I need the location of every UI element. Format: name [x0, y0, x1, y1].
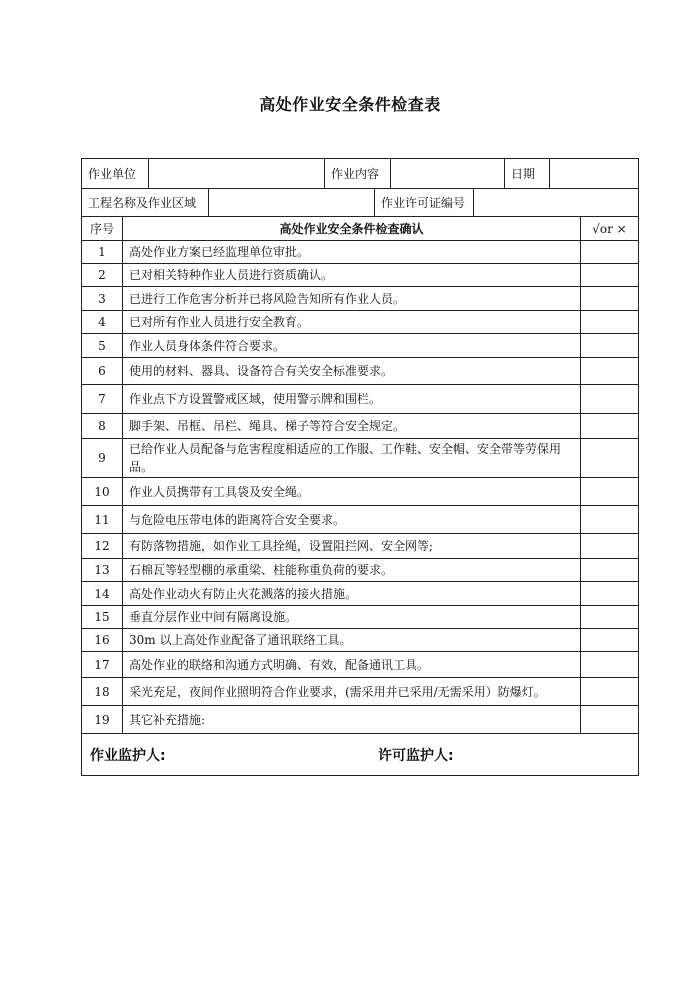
item-text: 有防落物措施，如作业工具拴绳，设置阻拦网、安全网等;: [122, 534, 580, 558]
item-number: 5: [98, 338, 106, 353]
item-text: 使用的材料、器具、设备符合有关安全标准要求。: [122, 358, 580, 384]
item-number: 19: [94, 712, 110, 727]
table-row: [82, 677, 638, 705]
table-row: [82, 413, 638, 438]
table-row: [82, 240, 638, 263]
item-text: 采光充足，夜间作业照明符合作业要求，(需采用并已采用/无需采用）防爆灯。: [122, 678, 580, 705]
item-text: 石棉瓦等轻型棚的承重梁、柱能称重负荷的要求。: [122, 559, 580, 581]
check-cell[interactable]: [580, 678, 638, 705]
check-cell[interactable]: [580, 629, 638, 651]
item-text: 高处作业动火有防止火花溅落的接火措施。: [122, 582, 580, 605]
check-cell[interactable]: [580, 506, 638, 533]
check-cell[interactable]: [580, 478, 638, 505]
item-text: 其它补充措施:: [122, 706, 580, 733]
item-number: 17: [94, 657, 110, 672]
item-text: 已给作业人员配备与危害程度相适应的工作服、工作鞋、安全帽、安全带等劳保用品。: [122, 439, 580, 477]
seq-header: 序号: [89, 222, 114, 236]
info-row-2: [82, 188, 638, 216]
check-cell[interactable]: [580, 264, 638, 286]
item-text: 30m 以上高处作业配备了通讯联络工具。: [122, 629, 580, 651]
info-row-1: [82, 159, 638, 188]
item-number: 11: [94, 512, 110, 527]
table-row: [82, 333, 638, 357]
item-text: 脚手架、吊框、吊栏、绳具、梯子等符合安全规定。: [122, 414, 580, 438]
project-field[interactable]: [208, 189, 374, 216]
item-number: 6: [98, 364, 106, 378]
page-title: 高处作业安全条件检查表: [259, 95, 441, 114]
item-number: 8: [98, 419, 106, 433]
check-cell[interactable]: [580, 287, 638, 310]
check-cell[interactable]: [580, 559, 638, 581]
item-number: 4: [98, 315, 106, 329]
content-field[interactable]: [390, 159, 504, 188]
check-cell[interactable]: [580, 414, 638, 438]
permit-label: 作业许可证编号: [374, 189, 473, 216]
unit-label: 作业单位: [88, 167, 137, 181]
item-number: 3: [98, 291, 106, 306]
item-text: 垂直分层作业中间有隔离设施。: [122, 606, 580, 628]
item-number: 13: [94, 563, 110, 577]
check-cell[interactable]: [580, 652, 638, 677]
table-header: [82, 216, 638, 240]
item-number: 16: [94, 633, 110, 647]
table-row: [82, 605, 638, 628]
date-field[interactable]: [549, 159, 638, 188]
item-text: 作业点下方设置警戒区域，使用警示牌和围栏。: [122, 385, 580, 413]
table-row: [82, 263, 638, 286]
check-cell[interactable]: [580, 385, 638, 413]
project-label: 工程名称及作业区域: [88, 196, 197, 210]
table-row: [82, 357, 638, 384]
item-number: 7: [98, 392, 106, 406]
item-number: 1: [98, 245, 106, 259]
date-label: 日期: [504, 159, 549, 188]
table-row: [82, 705, 638, 733]
table-row: [82, 533, 638, 558]
item-number: 12: [94, 539, 110, 553]
item-text: 作业人员携带有工具袋及安全绳。: [122, 478, 580, 505]
item-number: 18: [94, 684, 110, 699]
permit-field[interactable]: [473, 189, 638, 216]
item-number: 15: [94, 610, 110, 624]
table-row: [82, 310, 638, 333]
check-cell[interactable]: [580, 439, 638, 477]
item-number: 2: [98, 268, 106, 282]
content-label: 作业内容: [324, 159, 390, 188]
table-row: [82, 477, 638, 505]
item-text: 高处作业方案已经监理单位审批。: [122, 241, 580, 263]
table-row: [82, 384, 638, 413]
signature-row: [82, 733, 638, 775]
item-text: 已进行工作危害分析并已将风险告知所有作业人员。: [122, 287, 580, 310]
check-cell[interactable]: [580, 706, 638, 733]
check-cell[interactable]: [580, 534, 638, 558]
table-row: [82, 628, 638, 651]
item-number: 10: [94, 484, 110, 499]
item-text: 已对相关特种作业人员进行资质确认。: [122, 264, 580, 286]
check-cell[interactable]: [580, 358, 638, 384]
check-cell[interactable]: [580, 334, 638, 357]
permit-supervisor-label: 许可监护人:: [378, 747, 454, 764]
table-row: [82, 286, 638, 310]
check-cell[interactable]: [580, 241, 638, 263]
item-text: 与危险电压带电体的距离符合安全要求。: [122, 506, 580, 533]
item-text: 高处作业的联络和沟通方式明确、有效，配备通讯工具。: [122, 652, 580, 677]
table-row: [82, 505, 638, 533]
confirm-header: 高处作业安全条件检查确认: [122, 217, 580, 240]
check-cell[interactable]: [580, 311, 638, 333]
checklist-table: [81, 158, 639, 776]
unit-field[interactable]: [148, 159, 324, 188]
table-row: [82, 438, 638, 477]
item-number: 9: [98, 451, 106, 465]
table-row: [82, 651, 638, 677]
supervisor-label: 作业监护人:: [90, 747, 166, 764]
table-row: [82, 558, 638, 581]
item-text: 已对所有作业人员进行安全教育。: [122, 311, 580, 333]
item-text: 作业人员身体条件符合要求。: [122, 334, 580, 357]
mark-header: √or ×: [580, 217, 638, 240]
table-row: [82, 581, 638, 605]
item-number: 14: [94, 586, 110, 601]
check-cell[interactable]: [580, 582, 638, 605]
check-cell[interactable]: [580, 606, 638, 628]
